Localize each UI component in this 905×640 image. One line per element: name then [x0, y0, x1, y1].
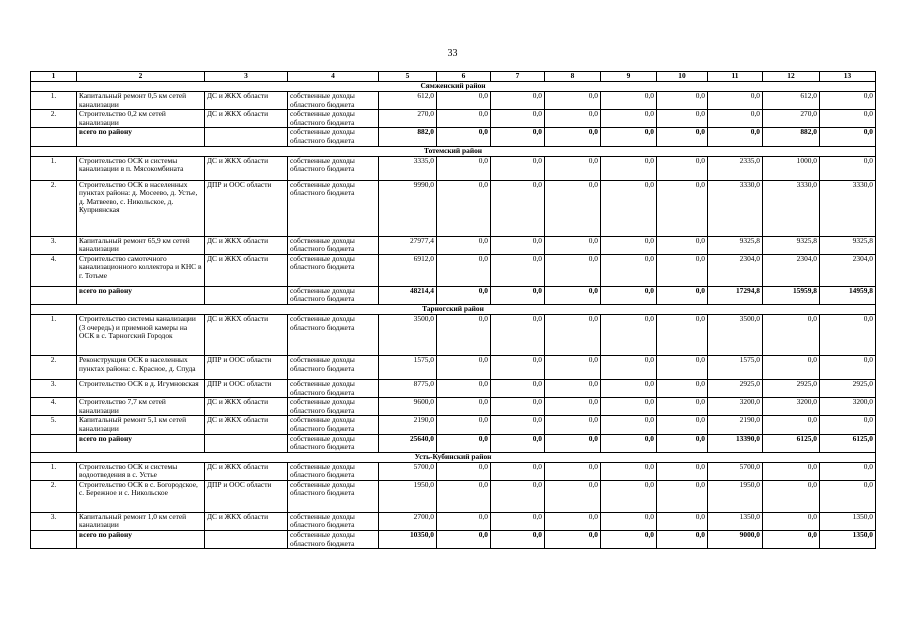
- value-cell: 0,0: [657, 480, 708, 512]
- funding-source: собственные доходы областного бюджета: [288, 416, 379, 434]
- table-row: [31, 236, 876, 254]
- header-cell: 6: [437, 72, 491, 82]
- value-cell: 0,0: [437, 462, 491, 480]
- responsible-org-empty: [205, 531, 288, 549]
- district-total-row: [31, 128, 876, 146]
- value-cell: 2925,0: [708, 379, 763, 397]
- total-value-cell: 0,0: [657, 434, 708, 452]
- value-cell: 0,0: [545, 156, 601, 180]
- district-name: Тарногский район: [31, 304, 876, 314]
- value-cell: 0,0: [437, 254, 491, 286]
- value-cell: 0,0: [601, 156, 657, 180]
- value-cell: 0,0: [820, 156, 876, 180]
- value-cell: 0,0: [820, 480, 876, 512]
- responsible-org: ДС и ЖКХ области: [205, 156, 288, 180]
- table-row: [31, 314, 876, 355]
- total-label: всего по району: [77, 531, 205, 549]
- value-cell: 270,0: [763, 110, 820, 128]
- funding-source: собственные доходы областного бюджета: [288, 531, 379, 549]
- value-cell: 0,0: [491, 355, 545, 379]
- row-number: 3.: [31, 379, 77, 397]
- responsible-org: ДС и ЖКХ области: [205, 416, 288, 434]
- funding-source: собственные доходы областного бюджета: [288, 379, 379, 397]
- row-number: 2.: [31, 355, 77, 379]
- total-value-cell: 6125,0: [820, 434, 876, 452]
- value-cell: 0,0: [491, 236, 545, 254]
- project-name: Капитальный ремонт 5,1 км сетей канализации: [77, 416, 205, 434]
- row-number: 4.: [31, 254, 77, 286]
- page-number: 33: [447, 48, 458, 59]
- value-cell: 0,0: [657, 156, 708, 180]
- value-cell: 2925,0: [763, 379, 820, 397]
- table-row: [31, 416, 876, 434]
- project-name: Капитальный ремонт 1,0 км сетей канализации: [77, 512, 205, 530]
- value-cell: 0,0: [491, 512, 545, 530]
- funding-source: собственные доходы областного бюджета: [288, 314, 379, 355]
- row-number-empty: [31, 531, 77, 549]
- district-name: Тотемский район: [31, 146, 876, 156]
- total-value-cell: 1350,0: [820, 531, 876, 549]
- value-cell: 3500,0: [708, 314, 763, 355]
- header-cell: 5: [379, 72, 437, 82]
- project-name: Строительство ОСК и системы водоотведения в с. Устье: [77, 462, 205, 480]
- value-cell: 5700,0: [708, 462, 763, 480]
- district-total-row: [31, 531, 876, 549]
- row-number-empty: [31, 128, 77, 146]
- funding-source: собственные доходы областного бюджета: [288, 156, 379, 180]
- value-cell: 0,0: [545, 254, 601, 286]
- value-cell: 1575,0: [379, 355, 437, 379]
- value-cell: 8775,0: [379, 379, 437, 397]
- value-cell: 0,0: [657, 236, 708, 254]
- district-name: Усть-Кубинский район: [31, 452, 876, 462]
- value-cell: 0,0: [820, 92, 876, 110]
- value-cell: 0,0: [657, 180, 708, 236]
- value-cell: 2190,0: [379, 416, 437, 434]
- value-cell: 2700,0: [379, 512, 437, 530]
- value-cell: 3200,0: [820, 398, 876, 416]
- value-cell: 0,0: [437, 180, 491, 236]
- table-row: [31, 110, 876, 128]
- table-row: [31, 480, 876, 512]
- value-cell: 0,0: [491, 156, 545, 180]
- value-cell: 0,0: [545, 180, 601, 236]
- row-number: 3.: [31, 512, 77, 530]
- value-cell: 3330,0: [763, 180, 820, 236]
- value-cell: 0,0: [437, 398, 491, 416]
- table-row: [31, 92, 876, 110]
- total-value-cell: 0,0: [545, 434, 601, 452]
- value-cell: 0,0: [437, 92, 491, 110]
- table-row: [31, 512, 876, 530]
- project-name: Строительство 7,7 км сетей канализации: [77, 398, 205, 416]
- funding-source: собственные доходы областного бюджета: [288, 355, 379, 379]
- value-cell: 0,0: [491, 462, 545, 480]
- project-name: Строительство 0,2 км сетей канализации: [77, 110, 205, 128]
- value-cell: 0,0: [545, 379, 601, 397]
- district-total-row: [31, 286, 876, 304]
- total-label: всего по району: [77, 286, 205, 304]
- total-value-cell: 0,0: [491, 286, 545, 304]
- value-cell: 0,0: [601, 512, 657, 530]
- value-cell: 0,0: [820, 355, 876, 379]
- value-cell: 0,0: [601, 236, 657, 254]
- value-cell: 5700,0: [379, 462, 437, 480]
- responsible-org: ДС и ЖКХ области: [205, 314, 288, 355]
- row-number: 4.: [31, 398, 77, 416]
- responsible-org: ДС и ЖКХ области: [205, 398, 288, 416]
- row-number: 2.: [31, 110, 77, 128]
- table-row: [31, 180, 876, 236]
- value-cell: 0,0: [545, 462, 601, 480]
- value-cell: 612,0: [379, 92, 437, 110]
- value-cell: 0,0: [763, 314, 820, 355]
- value-cell: 2190,0: [708, 416, 763, 434]
- total-label: всего по району: [77, 128, 205, 146]
- value-cell: 0,0: [491, 398, 545, 416]
- responsible-org: ДС и ЖКХ области: [205, 236, 288, 254]
- value-cell: 0,0: [708, 110, 763, 128]
- value-cell: 0,0: [820, 314, 876, 355]
- value-cell: 0,0: [763, 480, 820, 512]
- funding-source: собственные доходы областного бюджета: [288, 398, 379, 416]
- funding-source: собственные доходы областного бюджета: [288, 480, 379, 512]
- responsible-org: ДПР и ООС области: [205, 379, 288, 397]
- value-cell: 0,0: [491, 379, 545, 397]
- value-cell: 0,0: [491, 92, 545, 110]
- value-cell: 0,0: [657, 92, 708, 110]
- header-cell: 4: [288, 72, 379, 82]
- value-cell: 270,0: [379, 110, 437, 128]
- value-cell: 3330,0: [708, 180, 763, 236]
- value-cell: 9990,0: [379, 180, 437, 236]
- total-value-cell: 13390,0: [708, 434, 763, 452]
- value-cell: 1350,0: [708, 512, 763, 530]
- funding-source: собственные доходы областного бюджета: [288, 236, 379, 254]
- value-cell: 0,0: [437, 355, 491, 379]
- value-cell: 0,0: [601, 379, 657, 397]
- value-cell: 9600,0: [379, 398, 437, 416]
- total-value-cell: 0,0: [491, 531, 545, 549]
- value-cell: 0,0: [601, 480, 657, 512]
- district-row: [31, 82, 876, 92]
- funding-source: собственные доходы областного бюджета: [288, 462, 379, 480]
- table-row: [31, 156, 876, 180]
- value-cell: 1000,0: [763, 156, 820, 180]
- funding-source: собственные доходы областного бюджета: [288, 434, 379, 452]
- value-cell: 0,0: [491, 180, 545, 236]
- value-cell: 3200,0: [763, 398, 820, 416]
- value-cell: 0,0: [601, 314, 657, 355]
- district-name: Сямженский район: [31, 82, 876, 92]
- value-cell: 0,0: [491, 110, 545, 128]
- total-value-cell: 0,0: [601, 128, 657, 146]
- row-number: 2.: [31, 180, 77, 236]
- value-cell: 0,0: [763, 416, 820, 434]
- funding-source: собственные доходы областного бюджета: [288, 110, 379, 128]
- total-value-cell: 0,0: [437, 434, 491, 452]
- total-value-cell: 0,0: [657, 128, 708, 146]
- value-cell: 0,0: [657, 462, 708, 480]
- value-cell: 0,0: [601, 398, 657, 416]
- value-cell: 1575,0: [708, 355, 763, 379]
- value-cell: 0,0: [437, 156, 491, 180]
- total-value-cell: 0,0: [708, 128, 763, 146]
- row-number: 1.: [31, 92, 77, 110]
- header-cell: 11: [708, 72, 763, 82]
- value-cell: 0,0: [657, 314, 708, 355]
- value-cell: 0,0: [545, 355, 601, 379]
- value-cell: 1950,0: [379, 480, 437, 512]
- value-cell: 0,0: [601, 462, 657, 480]
- budget-table: [30, 71, 876, 549]
- project-name: Капитальный ремонт 0,5 км сетей канализации: [77, 92, 205, 110]
- project-name: Строительство системы канализации (3 очередь) и приемной камеры на ОСК в с. Тарногский Городок: [77, 314, 205, 355]
- total-value-cell: 882,0: [763, 128, 820, 146]
- total-value-cell: 48214,4: [379, 286, 437, 304]
- row-number: 2.: [31, 480, 77, 512]
- total-value-cell: 0,0: [601, 286, 657, 304]
- table-row: [31, 355, 876, 379]
- value-cell: 0,0: [545, 512, 601, 530]
- value-cell: 0,0: [601, 416, 657, 434]
- value-cell: 6912,0: [379, 254, 437, 286]
- value-cell: 612,0: [763, 92, 820, 110]
- row-number: 1.: [31, 462, 77, 480]
- header-cell: 3: [205, 72, 288, 82]
- value-cell: 0,0: [601, 110, 657, 128]
- total-value-cell: 14959,8: [820, 286, 876, 304]
- value-cell: 0,0: [820, 416, 876, 434]
- district-row: [31, 452, 876, 462]
- header-cell: 2: [77, 72, 205, 82]
- total-value-cell: 0,0: [437, 128, 491, 146]
- value-cell: 2304,0: [763, 254, 820, 286]
- value-cell: 0,0: [763, 462, 820, 480]
- funding-source: собственные доходы областного бюджета: [288, 92, 379, 110]
- value-cell: 0,0: [545, 92, 601, 110]
- project-name: Капитальный ремонт 65,9 км сетей канализации: [77, 236, 205, 254]
- value-cell: 0,0: [657, 355, 708, 379]
- responsible-org: ДС и ЖКХ области: [205, 254, 288, 286]
- total-value-cell: 0,0: [545, 128, 601, 146]
- value-cell: 0,0: [437, 512, 491, 530]
- header-cell: 9: [601, 72, 657, 82]
- table-row: [31, 379, 876, 397]
- value-cell: 3200,0: [708, 398, 763, 416]
- funding-source: собственные доходы областного бюджета: [288, 286, 379, 304]
- total-label: всего по району: [77, 434, 205, 452]
- value-cell: 2304,0: [820, 254, 876, 286]
- header-cell: 1: [31, 72, 77, 82]
- value-cell: 0,0: [820, 462, 876, 480]
- value-cell: 27977,4: [379, 236, 437, 254]
- value-cell: 0,0: [491, 254, 545, 286]
- value-cell: 2304,0: [708, 254, 763, 286]
- row-number: 1.: [31, 314, 77, 355]
- value-cell: 0,0: [437, 416, 491, 434]
- value-cell: 0,0: [657, 416, 708, 434]
- row-number: 5.: [31, 416, 77, 434]
- responsible-org: ДПР и ООС области: [205, 480, 288, 512]
- value-cell: 0,0: [491, 314, 545, 355]
- header-cell: 10: [657, 72, 708, 82]
- value-cell: 0,0: [437, 480, 491, 512]
- header-row: [31, 72, 876, 82]
- value-cell: 3335,0: [379, 156, 437, 180]
- value-cell: 0,0: [657, 379, 708, 397]
- total-value-cell: 0,0: [545, 531, 601, 549]
- total-value-cell: 0,0: [657, 531, 708, 549]
- value-cell: 0,0: [601, 180, 657, 236]
- value-cell: 0,0: [545, 480, 601, 512]
- value-cell: 1350,0: [820, 512, 876, 530]
- project-name: Строительство ОСК в с. Богородское, с. Бережное и с. Никольское: [77, 480, 205, 512]
- value-cell: 0,0: [545, 236, 601, 254]
- project-name: Реконструкция ОСК в населенных пунктах района: с. Красное, д. Спуда: [77, 355, 205, 379]
- responsible-org: ДПР и ООС области: [205, 355, 288, 379]
- value-cell: 0,0: [601, 92, 657, 110]
- total-value-cell: 0,0: [437, 286, 491, 304]
- responsible-org-empty: [205, 286, 288, 304]
- total-value-cell: 0,0: [601, 434, 657, 452]
- value-cell: 0,0: [657, 512, 708, 530]
- table-body: [31, 82, 876, 549]
- responsible-org-empty: [205, 128, 288, 146]
- header-cell: 8: [545, 72, 601, 82]
- total-value-cell: 10350,0: [379, 531, 437, 549]
- project-name: Строительство ОСК и системы канализации в п. Мясокомбината: [77, 156, 205, 180]
- table-row: [31, 398, 876, 416]
- row-number-empty: [31, 286, 77, 304]
- value-cell: 0,0: [601, 254, 657, 286]
- total-value-cell: 15959,8: [763, 286, 820, 304]
- value-cell: 0,0: [601, 355, 657, 379]
- table-row: [31, 254, 876, 286]
- row-number: 3.: [31, 236, 77, 254]
- total-value-cell: 17294,8: [708, 286, 763, 304]
- total-value-cell: 0,0: [657, 286, 708, 304]
- value-cell: 0,0: [763, 355, 820, 379]
- value-cell: 1950,0: [708, 480, 763, 512]
- project-name: Строительство ОСК в д. Игумновская: [77, 379, 205, 397]
- total-value-cell: 0,0: [601, 531, 657, 549]
- value-cell: 0,0: [491, 480, 545, 512]
- project-name: Строительство самотечного канализационного коллектора и КНС в г. Тотьме: [77, 254, 205, 286]
- value-cell: 0,0: [763, 512, 820, 530]
- value-cell: 0,0: [545, 416, 601, 434]
- value-cell: 3330,0: [820, 180, 876, 236]
- total-value-cell: 0,0: [491, 128, 545, 146]
- responsible-org: ДС и ЖКХ области: [205, 462, 288, 480]
- table-row: [31, 462, 876, 480]
- total-value-cell: 882,0: [379, 128, 437, 146]
- responsible-org: ДПР и ООС области: [205, 180, 288, 236]
- header-cell: 12: [763, 72, 820, 82]
- district-row: [31, 304, 876, 314]
- total-value-cell: 0,0: [820, 128, 876, 146]
- value-cell: 2925,0: [820, 379, 876, 397]
- project-name: Строительство ОСК в населенных пунктах района: д. Мосеево, д. Устье, д. Матвеево, с. Никольское, д. Куприянская: [77, 180, 205, 236]
- total-value-cell: 0,0: [491, 434, 545, 452]
- funding-source: собственные доходы областного бюджета: [288, 180, 379, 236]
- value-cell: 9325,8: [763, 236, 820, 254]
- value-cell: 9325,8: [708, 236, 763, 254]
- value-cell: 0,0: [437, 236, 491, 254]
- value-cell: 2335,0: [708, 156, 763, 180]
- funding-source: собственные доходы областного бюджета: [288, 128, 379, 146]
- value-cell: 0,0: [545, 398, 601, 416]
- value-cell: 0,0: [820, 110, 876, 128]
- funding-source: собственные доходы областного бюджета: [288, 512, 379, 530]
- total-value-cell: 0,0: [437, 531, 491, 549]
- value-cell: 3500,0: [379, 314, 437, 355]
- total-value-cell: 0,0: [545, 286, 601, 304]
- value-cell: 0,0: [657, 110, 708, 128]
- value-cell: 0,0: [708, 92, 763, 110]
- value-cell: 0,0: [437, 110, 491, 128]
- value-cell: 9325,8: [820, 236, 876, 254]
- value-cell: 0,0: [545, 314, 601, 355]
- responsible-org: ДС и ЖКХ области: [205, 110, 288, 128]
- total-value-cell: 9000,0: [708, 531, 763, 549]
- value-cell: 0,0: [657, 254, 708, 286]
- total-value-cell: 6125,0: [763, 434, 820, 452]
- value-cell: 0,0: [545, 110, 601, 128]
- value-cell: 0,0: [491, 416, 545, 434]
- header-cell: 7: [491, 72, 545, 82]
- district-row: [31, 146, 876, 156]
- value-cell: 0,0: [657, 398, 708, 416]
- total-value-cell: 0,0: [763, 531, 820, 549]
- value-cell: 0,0: [437, 314, 491, 355]
- responsible-org-empty: [205, 434, 288, 452]
- district-total-row: [31, 434, 876, 452]
- row-number: 1.: [31, 156, 77, 180]
- funding-source: собственные доходы областного бюджета: [288, 254, 379, 286]
- total-value-cell: 25640,0: [379, 434, 437, 452]
- value-cell: 0,0: [437, 379, 491, 397]
- row-number-empty: [31, 434, 77, 452]
- responsible-org: ДС и ЖКХ области: [205, 92, 288, 110]
- header-cell: 13: [820, 72, 876, 82]
- responsible-org: ДС и ЖКХ области: [205, 512, 288, 530]
